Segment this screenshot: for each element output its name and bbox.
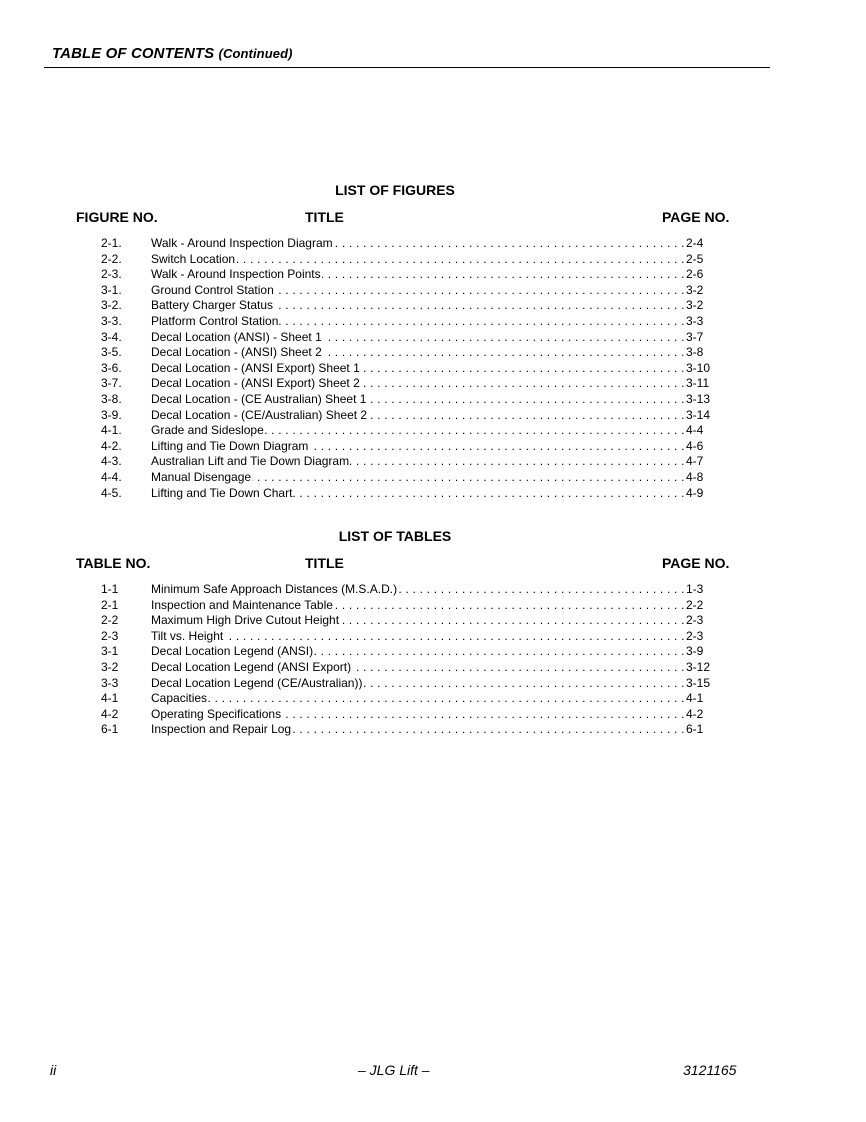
- table-entry: [0, 676, 866, 692]
- entry-leader: [151, 392, 686, 408]
- entry-leader: [151, 252, 686, 268]
- entry-title: Inspection and Repair Log: [151, 722, 292, 737]
- entry-page: 4-1: [686, 691, 704, 706]
- entry-title: Decal Location - (ANSI Export) Sheet 2: [151, 376, 360, 391]
- entry-page: 2-5: [686, 251, 704, 266]
- entry-number: 4-1: [101, 691, 119, 706]
- figure-entry: [0, 470, 866, 486]
- figure-entry: [0, 314, 866, 330]
- figure-entry: [0, 408, 866, 424]
- entry-title: Australian Lift and Tie Down Diagram: [151, 454, 350, 469]
- entry-page: 2-3: [686, 613, 704, 628]
- entry-number: 4-4.: [101, 470, 122, 484]
- entry-number: 2-1: [101, 597, 119, 612]
- entry-page: 3-11: [686, 376, 710, 391]
- entry-leader: [151, 470, 686, 486]
- entry-leader: [151, 267, 686, 283]
- entry-page: 1-3: [686, 582, 704, 596]
- entry-page: 3-8: [686, 345, 704, 360]
- entry-number: 2-2.: [101, 251, 122, 266]
- entry-title: Decal Location - (CE/Australian) Sheet 2: [151, 407, 368, 422]
- footer-publisher: – JLG Lift –: [358, 1062, 430, 1078]
- entry-title: Battery Charger Status: [151, 298, 274, 313]
- entry-title: Inspection and Maintenance Table: [151, 597, 333, 612]
- entry-number: 6-1: [101, 722, 119, 737]
- entry-page: 3-14: [686, 407, 711, 422]
- footer-doc-number: 3121165: [683, 1062, 737, 1078]
- entry-number: 3-5.: [101, 345, 122, 360]
- figure-entry: [0, 361, 866, 377]
- figure-entry: [0, 392, 866, 408]
- entry-number: 3-2: [101, 660, 119, 674]
- entry-leader: [151, 722, 686, 738]
- entry-title: Decal Location Legend (CE/Australian)): [151, 675, 363, 690]
- entry-number: 4-5.: [101, 485, 122, 500]
- entry-number: 3-3.: [101, 314, 122, 328]
- entry-number: 3-2.: [101, 298, 122, 313]
- entry-page: 2-3: [686, 628, 704, 643]
- figure-entry: [0, 486, 866, 502]
- header-continued: (Continued): [218, 46, 293, 61]
- entry-leader: [151, 314, 686, 330]
- entry-leader: [151, 376, 686, 392]
- entry-title: Walk - Around Inspection Diagram: [151, 236, 333, 250]
- page-header-title: [52, 45, 293, 62]
- tables-col-page: PAGE NO.: [662, 555, 730, 571]
- header-divider: [44, 67, 770, 68]
- table-entry: [0, 629, 866, 645]
- header-title-text: TABLE OF CONTENTS: [52, 45, 215, 62]
- entry-leader: [151, 582, 686, 598]
- entry-page: 3-15: [686, 675, 711, 690]
- entry-page: 4-4: [686, 423, 704, 438]
- entry-title: Switch Location: [151, 251, 236, 266]
- entry-page: 4-8: [686, 470, 704, 484]
- entry-number: 3-7.: [101, 376, 122, 391]
- entry-title: Capacities: [151, 691, 208, 706]
- figures-col-title: TITLE: [305, 209, 344, 225]
- figure-entry: [0, 330, 866, 346]
- entry-number: 4-2.: [101, 438, 122, 453]
- entry-page: 4-6: [686, 438, 704, 453]
- entry-leader: [151, 236, 686, 252]
- entry-leader: [151, 423, 686, 439]
- entry-page: 3-7: [686, 329, 704, 344]
- entry-title: Walk - Around Inspection Points: [151, 267, 321, 282]
- tables-col-title: TITLE: [305, 555, 344, 571]
- figure-entry: [0, 454, 866, 470]
- entry-number: 4-1.: [101, 423, 122, 438]
- entry-title: Operating Specifications: [151, 706, 282, 721]
- entry-leader: [151, 454, 686, 470]
- entry-title: Platform Control Station: [151, 314, 279, 328]
- entry-page: 4-7: [686, 454, 704, 469]
- entry-leader: [151, 676, 686, 692]
- entry-title: Tilt vs. Height: [151, 628, 224, 643]
- entry-number: 2-3: [101, 628, 119, 643]
- figure-entry: [0, 423, 866, 439]
- figure-entry: [0, 345, 866, 361]
- entry-page: 2-4: [686, 236, 704, 250]
- entry-title: Grade and Sideslope: [151, 423, 264, 438]
- figures-col-number: FIGURE NO.: [76, 209, 158, 225]
- entry-title: Decal Location Legend (ANSI Export): [151, 660, 352, 674]
- entry-number: 2-2: [101, 613, 119, 628]
- entry-leader: [151, 298, 686, 314]
- entry-number: 3-4.: [101, 329, 122, 344]
- table-entry: [0, 660, 866, 676]
- entry-number: 3-6.: [101, 360, 122, 375]
- entry-number: 3-8.: [101, 392, 122, 406]
- entry-number: 2-3.: [101, 267, 122, 282]
- entry-page: 2-2: [686, 597, 704, 612]
- entry-leader: [151, 361, 686, 377]
- entry-page: 3-13: [686, 392, 711, 406]
- entry-title: Lifting and Tie Down Diagram: [151, 438, 309, 453]
- table-entry: [0, 722, 866, 738]
- entry-number: 3-1: [101, 644, 119, 659]
- figure-entry: [0, 298, 866, 314]
- entry-leader: [151, 330, 686, 346]
- figures-col-page: PAGE NO.: [662, 209, 730, 225]
- entry-leader: [151, 598, 686, 614]
- entry-leader: [151, 691, 686, 707]
- entry-title: Maximum High Drive Cutout Height: [151, 613, 340, 628]
- entry-number: 4-3.: [101, 454, 122, 469]
- entry-number: 1-1: [101, 582, 119, 596]
- entry-leader: [151, 660, 686, 676]
- entry-page: 3-9: [686, 644, 704, 659]
- entry-number: 3-9.: [101, 407, 122, 422]
- entry-leader: [151, 283, 686, 299]
- entry-title: Decal Location (ANSI) - Sheet 1: [151, 329, 322, 344]
- figure-entry: [0, 252, 866, 268]
- table-entry: [0, 613, 866, 629]
- entry-title: Decal Location Legend (ANSI): [151, 644, 314, 659]
- entry-title: Ground Control Station: [151, 282, 274, 297]
- entry-title: Decal Location - (CE Australian) Sheet 1: [151, 392, 367, 406]
- figure-entry: [0, 283, 866, 299]
- entry-page: 3-10: [686, 360, 711, 375]
- entry-leader: [151, 486, 686, 502]
- entry-page: 4-2: [686, 706, 704, 721]
- figure-entry: [0, 267, 866, 283]
- entry-page: 3-3: [686, 314, 704, 328]
- entry-page: 2-6: [686, 267, 704, 282]
- entry-leader: [151, 439, 686, 455]
- table-entry: [0, 691, 866, 707]
- entry-leader: [151, 408, 686, 424]
- entry-title: Decal Location - (ANSI Export) Sheet 1: [151, 360, 360, 375]
- entry-page: 3-12: [686, 660, 711, 674]
- figures-section-title: LIST OF FIGURES: [335, 182, 455, 198]
- entry-page: 4-9: [686, 485, 704, 500]
- entry-number: 4-2: [101, 706, 119, 721]
- entry-leader: [151, 629, 686, 645]
- tables-col-number: TABLE NO.: [76, 555, 151, 571]
- entry-page: 3-2: [686, 282, 704, 297]
- footer-page-number: ii: [50, 1062, 57, 1078]
- entry-leader: [151, 644, 686, 660]
- entry-number: 2-1.: [101, 236, 122, 250]
- entry-title: Decal Location - (ANSI) Sheet 2: [151, 345, 322, 360]
- entry-page: 6-1: [686, 722, 704, 737]
- table-entry: [0, 582, 866, 598]
- figure-entry: [0, 236, 866, 252]
- table-entry: [0, 598, 866, 614]
- figure-entry: [0, 376, 866, 392]
- table-entry: [0, 644, 866, 660]
- entry-title: Minimum Safe Approach Distances (M.S.A.D.): [151, 582, 398, 596]
- entry-leader: [151, 613, 686, 629]
- entry-title: Lifting and Tie Down Chart: [151, 485, 293, 500]
- entry-leader: [151, 707, 686, 723]
- entry-page: 3-2: [686, 298, 704, 313]
- table-entry: [0, 707, 866, 723]
- tables-section-title: LIST OF TABLES: [338, 528, 452, 544]
- figure-entry: [0, 439, 866, 455]
- entry-number: 3-3: [101, 675, 119, 690]
- entry-number: 3-1.: [101, 282, 122, 297]
- entry-title: Manual Disengage: [151, 470, 252, 484]
- entry-leader: [151, 345, 686, 361]
